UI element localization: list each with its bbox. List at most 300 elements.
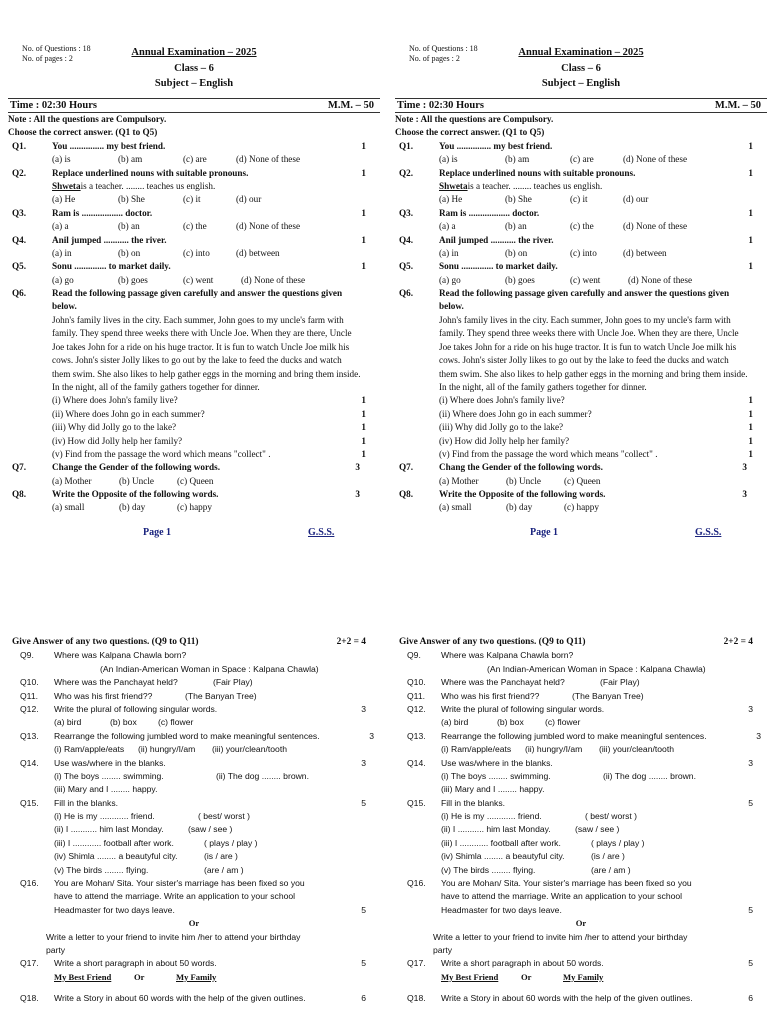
question-number: Q3. (399, 207, 414, 218)
question-marks: 1 (748, 140, 753, 151)
question-marks: 1 (361, 408, 366, 419)
option: (ii) hungry/I/am (525, 744, 583, 755)
blank-sentence: (ii) I ........... him last Monday. (441, 824, 551, 835)
question-number: Q16. (407, 878, 426, 889)
word-choices: (is / are ) (591, 851, 625, 862)
question-number: Q8. (12, 489, 27, 500)
options-row (52, 193, 261, 206)
option: (a) He (52, 194, 76, 205)
question-q10 (8, 676, 380, 689)
question-q12 (8, 703, 380, 716)
topic-option: My Family (563, 971, 604, 982)
question-marks: 1 (748, 408, 753, 419)
question-q5 (395, 260, 767, 287)
question-q13 (395, 730, 767, 743)
question-marks: 3 (361, 757, 366, 768)
question-marks: 3 (742, 462, 747, 473)
option: (c) happy (564, 502, 599, 513)
question-q18 (8, 992, 380, 1005)
page2-right (395, 636, 767, 1024)
question-number: Q4. (399, 234, 414, 245)
question-text: Who was his first friend?? (54, 690, 153, 701)
option: (c) are (183, 154, 207, 165)
options-row (52, 475, 213, 488)
time-marks-bar (395, 98, 767, 113)
sub-question: (v) Find from the passage the word which means "collect" . (52, 448, 271, 459)
question-number: Q11. (20, 690, 38, 701)
option: (b) box (110, 717, 137, 728)
question-q9 (8, 649, 380, 662)
options-row (52, 274, 305, 287)
max-marks: M.M. – 50 (714, 100, 761, 111)
section-heading: Give Answer of any two questions. (Q9 to Q11) (12, 637, 199, 647)
underlined-noun: Shweta (52, 180, 81, 191)
options-row (52, 153, 300, 166)
blank-sentence: (ii) I ........... him last Monday. (54, 824, 164, 835)
option: (b) an (505, 221, 527, 232)
question-marks: 1 (361, 448, 366, 459)
question-q17 (395, 957, 767, 970)
question-q6 (8, 287, 380, 461)
question-q2 (395, 167, 767, 207)
option: (a) in (439, 247, 459, 258)
question-marks: 3 (748, 757, 753, 768)
sub-question: (i) Where does John's family live? (52, 395, 178, 406)
question-marks: 1 (361, 395, 366, 406)
question-text: Write a Story in about 60 words with the help of the given outlines. (54, 993, 306, 1004)
blank-sentence: (iv) Shimla ........ a beautyful city. (54, 851, 178, 862)
question-hint: (Fair Play) (213, 677, 253, 688)
topic-option: My Best Friend (54, 971, 112, 982)
question-marks: 1 (361, 140, 366, 151)
options-row (439, 153, 687, 166)
question-number: Q2. (12, 167, 27, 178)
question-number: Q12. (407, 703, 426, 714)
blank-sentence: (iii) I ............ football after work. (441, 837, 561, 848)
question-text: Write a short paragraph in about 50 words. (54, 958, 217, 969)
option: (b) on (505, 247, 528, 258)
option: (c) it (570, 194, 588, 205)
question-marks: 3 (355, 462, 360, 473)
option: (b) am (118, 154, 143, 165)
question-number: Q17. (407, 958, 426, 969)
question-text: Write the plural of following singular words. (54, 703, 218, 714)
question-number: Q6. (12, 288, 27, 299)
option: (c) flower (158, 717, 194, 728)
topic-option: My Best Friend (441, 971, 499, 982)
question-marks: 1 (361, 207, 366, 218)
option: (a) go (52, 274, 74, 285)
page-number: Page 1 (530, 526, 559, 538)
question-text: You are Mohan/ Sita. Your sister's marriage has been fixed so you (441, 878, 692, 889)
option: (b) day (119, 502, 146, 513)
question-q4 (8, 234, 380, 261)
option: (b) She (505, 194, 532, 205)
option: (a) a (439, 221, 456, 232)
option: (c) went (183, 274, 214, 285)
option: (b) day (506, 502, 533, 513)
underlined-noun: Shweta (439, 180, 468, 191)
options-row (54, 743, 362, 756)
question-text: You are Mohan/ Sita. Your sister's marriage has been fixed so you (54, 878, 305, 889)
sub-question: (iv) How did Jolly help her family? (52, 435, 183, 446)
question-q14 (8, 757, 380, 770)
option: (d) between (623, 247, 667, 258)
sub-question: (iii) Why did Jolly go to the lake? (52, 422, 177, 433)
question-hint: (The Banyan Tree) (572, 690, 644, 701)
question-marks: 5 (361, 797, 366, 808)
section-heading: Give Answer of any two questions. (Q9 to Q11) (399, 637, 586, 647)
question-text: Where was the Panchayat held? (441, 677, 565, 688)
option: (c) the (570, 221, 594, 232)
question-text: Ram is .................. doctor. (52, 207, 153, 218)
question-text: Sonu .............. to market daily. (439, 261, 558, 272)
question-marks: 3 (742, 489, 747, 500)
page-footer (8, 523, 380, 543)
question-hint: (The Banyan Tree) (185, 690, 257, 701)
or-separator: Or (575, 918, 587, 929)
question-text: Read the following passage given carefully and answer the questions given below. (439, 288, 730, 312)
question-text: You ............... my best friend. (52, 140, 166, 151)
question-number: Q3. (12, 207, 27, 218)
question-text: Write a letter to your friend to invite him /her to attend your birthday (433, 931, 688, 942)
option: (d) None of these (241, 274, 306, 285)
option: (c) into (183, 247, 210, 258)
options-row (52, 220, 300, 233)
option: (a) small (52, 502, 85, 513)
sentence-text: is a teacher. ........ teaches us english. (467, 180, 603, 191)
question-q1 (395, 140, 767, 167)
or-separator: Or (134, 971, 145, 982)
question-text: Use was/where in the blanks. (54, 757, 166, 768)
question-text: Write the Opposite of the following words. (439, 489, 606, 500)
blank-sentence: (iii) Mary and I ........ happy. (54, 784, 158, 795)
option: (a) a (52, 221, 69, 232)
option: (b) an (118, 221, 140, 232)
question-number: Q9. (407, 650, 421, 661)
option: (b) am (505, 154, 530, 165)
question-marks: 5 (748, 958, 753, 969)
question-number: Q16. (20, 878, 39, 889)
question-number: Q13. (20, 730, 39, 741)
option: (iii) your/clean/tooth (599, 744, 674, 755)
options-row (439, 193, 648, 206)
exam-header (395, 44, 767, 96)
question-number: Q14. (20, 757, 39, 768)
option: (b) on (118, 247, 141, 258)
question-subtitle: (An Indian-American Woman in Space : Kalpana Chawla) (100, 663, 319, 674)
question-text: Where was Kalpana Chawla born? (54, 650, 187, 661)
question-text: Replace underlined nouns with suitable pronouns. (52, 167, 249, 178)
options-row (52, 501, 212, 514)
question-q10 (395, 676, 767, 689)
options-row (439, 475, 600, 488)
exam-title: Annual Examination – 2025 (518, 47, 644, 58)
question-number: Q1. (12, 140, 27, 151)
or-separator: Or (188, 918, 200, 929)
question-text: Headmaster for two days leave. (441, 904, 562, 915)
question-text: Use was/where in the blanks. (441, 757, 553, 768)
blank-sentence: (i) The boys ........ swimming. (441, 770, 551, 781)
blank-sentence: (ii) The dog ........ brown. (603, 770, 696, 781)
option: (d) None of these (623, 221, 688, 232)
question-marks: 1 (361, 261, 366, 272)
question-hint: (Fair Play) (600, 677, 640, 688)
option: (a) small (439, 502, 472, 513)
instruction-line: Choose the correct answer. (Q1 to Q5) (395, 127, 545, 138)
option: (d) None of these (236, 221, 301, 232)
question-q5 (8, 260, 380, 287)
question-marks: 1 (361, 435, 366, 446)
question-number: Q17. (20, 958, 39, 969)
reading-passage: John's family lives in the city. Each summer, John goes to my uncle's farm with family. They spend three weeks there with Uncle Joe. When they are there, Uncle Joe takes John for a ride on his huge tractor. It is fun to watch Uncle Joe milk his cows. John's sister Jolly likes to go out by the lake to feed the ducks and watch them swim. She also likes to help gather eggs in the morning and bring them inside. In the night, all of the family gathers together for dinner. (439, 314, 748, 392)
option: (i) Ram/apple/eats (441, 744, 512, 755)
question-number: Q11. (407, 690, 425, 701)
option: (c) are (570, 154, 594, 165)
options-row (439, 501, 599, 514)
question-marks: 1 (748, 395, 753, 406)
question-marks: 3 (756, 730, 761, 741)
topic-option: My Family (176, 971, 217, 982)
options-row (54, 716, 362, 729)
option: (b) Uncle (119, 475, 154, 486)
question-text: party (433, 944, 453, 955)
option: (d) None of these (623, 154, 688, 165)
sub-question: (ii) Where does John go in each summer? (439, 408, 592, 419)
sub-question: (i) Where does John's family live? (439, 395, 565, 406)
question-number: Q10. (407, 677, 426, 688)
question-number: Q12. (20, 703, 39, 714)
exam-header (8, 44, 380, 96)
question-q8 (8, 488, 380, 515)
question-text: Write a short paragraph in about 50 words. (441, 958, 604, 969)
question-number: Q15. (20, 797, 39, 808)
option: (b) She (118, 194, 145, 205)
option: (iii) your/clean/tooth (212, 744, 287, 755)
blank-sentence: (ii) The dog ........ brown. (216, 770, 309, 781)
option: (d) our (236, 194, 262, 205)
word-choices: (is / are ) (204, 851, 238, 862)
page-count: No. of pages : 2 (22, 54, 73, 63)
option: (b) goes (118, 274, 148, 285)
question-number: Q6. (399, 288, 414, 299)
question-q13 (8, 730, 380, 743)
blank-sentence: (i) He is my ............ friend. (441, 811, 542, 822)
question-marks: 1 (361, 422, 366, 433)
question-marks: 1 (748, 422, 753, 433)
word-choices: ( best/ worst ) (198, 811, 251, 822)
option: (a) Mother (52, 475, 92, 486)
option: (c) Queen (564, 475, 601, 486)
question-text: Who was his first friend?? (441, 690, 540, 701)
question-text: Write the Opposite of the following words. (52, 489, 219, 500)
question-q12 (395, 703, 767, 716)
note-line: Note : All the questions are Compulsory. (8, 114, 167, 124)
question-marks: 5 (361, 904, 366, 915)
question-marks: 3 (361, 703, 366, 714)
question-q6 (395, 287, 767, 461)
question-text: Fill in the blanks. (441, 797, 506, 808)
note-line: Note : All the questions are Compulsory. (395, 114, 554, 124)
options-row (439, 247, 667, 260)
blank-sentence: (iii) I ............ football after work. (54, 837, 174, 848)
question-text: Write a letter to your friend to invite him /her to attend your birthday (46, 931, 301, 942)
word-choices: (saw / see ) (188, 824, 233, 835)
max-marks: M.M. – 50 (327, 100, 374, 111)
question-number: Q14. (407, 757, 426, 768)
options-row (52, 247, 280, 260)
question-q8 (395, 488, 767, 515)
option: (a) in (52, 247, 72, 258)
option: (a) is (52, 154, 71, 165)
question-marks: 5 (361, 958, 366, 969)
options-row (441, 743, 749, 756)
time-marks-bar (8, 98, 380, 113)
question-q16 (8, 877, 380, 890)
question-text: Where was Kalpana Chawla born? (441, 650, 574, 661)
subject-label: Subject – English (541, 78, 621, 89)
school-code: G.S.S. (695, 526, 722, 538)
question-marks: 3 (748, 703, 753, 714)
blank-sentence: (iii) Mary and I ........ happy. (441, 784, 545, 795)
question-q11 (8, 690, 380, 703)
option: (c) happy (177, 502, 212, 513)
question-q14 (395, 757, 767, 770)
option: (c) Queen (177, 475, 214, 486)
word-choices: (are / am ) (591, 864, 631, 875)
option: (d) our (623, 194, 649, 205)
blank-sentence: (v) The birds ........ flying. (54, 864, 149, 875)
option: (b) goes (505, 274, 535, 285)
question-marks: 5 (748, 904, 753, 915)
sub-question: (iv) How did Jolly help her family? (439, 435, 570, 446)
question-marks: 1 (748, 435, 753, 446)
question-q3 (8, 207, 380, 234)
instruction-line: Choose the correct answer. (Q1 to Q5) (8, 127, 158, 138)
question-q1 (8, 140, 380, 167)
option: (i) Ram/apple/eats (54, 744, 125, 755)
question-number: Q18. (20, 993, 39, 1004)
subject-label: Subject – English (154, 78, 234, 89)
sub-question: (ii) Where does John go in each summer? (52, 408, 205, 419)
question-number: Q10. (20, 677, 39, 688)
section-marks: 2+2 = 4 (723, 637, 753, 647)
question-number: Q7. (399, 462, 414, 473)
question-marks: 1 (748, 448, 753, 459)
blank-sentence: (v) The birds ........ flying. (441, 864, 536, 875)
option: (a) go (439, 274, 461, 285)
question-number: Q5. (399, 261, 414, 272)
question-q15 (8, 797, 380, 810)
question-marks: 3 (355, 489, 360, 500)
question-text: Anil jumped ........... the river. (52, 234, 167, 245)
question-q18 (395, 992, 767, 1005)
question-number: Q7. (12, 462, 27, 473)
option: (c) the (183, 221, 207, 232)
question-marks: 1 (361, 234, 366, 245)
option: (a) bird (54, 717, 82, 728)
question-count: No. of Questions : 18 (22, 44, 91, 53)
question-text: Replace underlined nouns with suitable pronouns. (439, 167, 636, 178)
options-row (439, 274, 692, 287)
option: (a) He (439, 194, 463, 205)
question-text: Chang the Gender of the following words. (439, 462, 603, 473)
word-choices: (saw / see ) (575, 824, 620, 835)
option: (c) flower (545, 717, 581, 728)
question-marks: 1 (748, 207, 753, 218)
class-label: Class – 6 (561, 63, 601, 74)
question-q16 (395, 877, 767, 890)
question-marks: 5 (748, 797, 753, 808)
option: (b) box (497, 717, 524, 728)
question-text: Write the plural of following singular words. (441, 703, 605, 714)
question-text: party (46, 944, 66, 955)
page-number: Page 1 (143, 526, 172, 538)
question-number: Q13. (407, 730, 426, 741)
option: (a) Mother (439, 475, 479, 486)
question-q9 (395, 649, 767, 662)
option: (d) between (236, 247, 280, 258)
option: (ii) hungry/I/am (138, 744, 196, 755)
question-marks: 6 (361, 993, 366, 1004)
question-number: Q1. (399, 140, 414, 151)
question-text: Fill in the blanks. (54, 797, 119, 808)
option: (c) went (570, 274, 601, 285)
question-marks: 1 (748, 234, 753, 245)
question-q4 (395, 234, 767, 261)
option: (b) Uncle (506, 475, 541, 486)
page-count: No. of pages : 2 (409, 54, 460, 63)
blank-sentence: (iv) Shimla ........ a beautyful city. (441, 851, 565, 862)
question-marks: 1 (748, 167, 753, 178)
time-label: Time : 02:30 Hours (10, 100, 98, 111)
question-q7 (395, 461, 767, 488)
reading-passage: John's family lives in the city. Each summer, John goes to my uncle's farm with family. They spend three weeks there with Uncle Joe. When they are there, Uncle Joe takes John for a ride on his huge tractor. It is fun to watch Uncle Joe milk his cows. John's sister Jolly likes to go out by the lake to feed the ducks and watch them swim. She also likes to help gather eggs in the morning and bring them inside. In the night, all of the family gathers together for dinner. (52, 314, 361, 392)
blank-sentence: (i) The boys ........ swimming. (54, 770, 164, 781)
question-text: have to attend the marriage. Write an application to your school (441, 891, 683, 902)
question-marks: 3 (369, 730, 374, 741)
option: (d) None of these (236, 154, 301, 165)
page-footer (395, 523, 767, 543)
question-text: Change the Gender of the following words. (52, 462, 221, 473)
option: (a) is (439, 154, 458, 165)
page1-right (395, 44, 767, 564)
question-q2 (8, 167, 380, 207)
option: (c) into (570, 247, 597, 258)
question-number: Q15. (407, 797, 426, 808)
question-q3 (395, 207, 767, 234)
sub-question: (iii) Why did Jolly go to the lake? (439, 422, 564, 433)
section-marks: 2+2 = 4 (336, 637, 366, 647)
class-label: Class – 6 (174, 63, 214, 74)
page2-left (8, 636, 380, 1024)
options-row (439, 220, 687, 233)
page1-left (8, 44, 380, 564)
question-text: Read the following passage given carefully and answer the questions given below. (52, 288, 343, 312)
question-text: Anil jumped ........... the river. (439, 234, 554, 245)
question-marks: 1 (361, 167, 366, 178)
school-code: G.S.S. (308, 526, 335, 538)
word-choices: (are / am ) (204, 864, 244, 875)
blank-sentence: (i) He is my ............ friend. (54, 811, 155, 822)
question-subtitle: (An Indian-American Woman in Space : Kalpana Chawla) (487, 663, 706, 674)
question-q11 (395, 690, 767, 703)
question-number: Q8. (399, 489, 414, 500)
question-q17 (8, 957, 380, 970)
sub-question: (v) Find from the passage the word which means "collect" . (439, 448, 658, 459)
question-text: have to attend the marriage. Write an application to your school (54, 891, 296, 902)
question-marks: 6 (748, 993, 753, 1004)
